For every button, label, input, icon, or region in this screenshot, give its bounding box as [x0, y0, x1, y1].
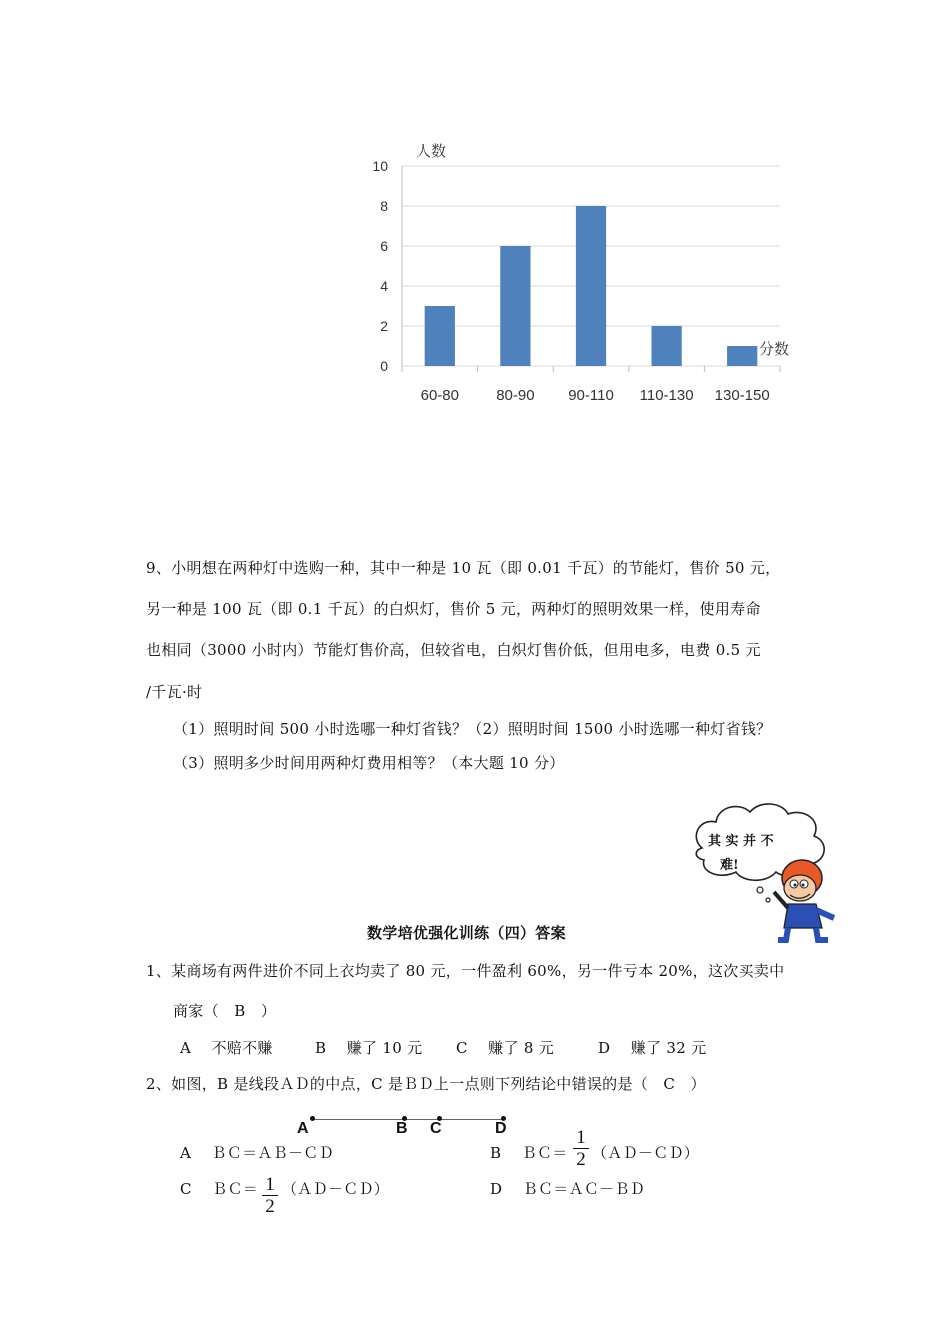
x-tick-labels: [421, 387, 770, 404]
a2-option-d: D ＢＣ＝ＡＣ－ＢＤ: [490, 1180, 646, 1198]
a2-option-a: A ＢＣ＝ＡＢ－ＣＤ: [180, 1144, 334, 1162]
bar-130-150: [727, 346, 757, 366]
y-tick-label: 6: [380, 238, 388, 254]
point-a-label: A: [297, 1120, 309, 1137]
point-d-label: D: [495, 1120, 507, 1137]
fraction-one-half-c: [262, 1175, 278, 1216]
a2-option-c-prefix: C ＢＣ＝: [180, 1180, 259, 1198]
y-tick-label: 4: [380, 278, 388, 294]
score-histogram: [360, 140, 790, 420]
a1-option-b: B 赚了 10 元: [315, 1039, 423, 1057]
bar-60-80: [425, 306, 455, 366]
bar-90-110: [576, 206, 606, 366]
a1-option-c: C 赚了 8 元: [456, 1039, 555, 1057]
cartoon-character-icon: [774, 860, 834, 940]
bubble-text-1: 其 实 并 不: [708, 834, 774, 849]
a2-option-b-suffix: （ＡＤ－ＣＤ）: [592, 1144, 700, 1162]
fraction-numerator: 1: [265, 1174, 275, 1195]
a1-option-d: D 赚了 32 元: [598, 1039, 707, 1057]
q9-sub-1: （1）照明时间 500 小时选哪一种灯省钱？（2）照明时间 1500 小时选哪一种灯省钱？: [173, 720, 772, 738]
a1-line-1: 1、某商场有两件进价不同上衣均卖了 80 元，一件盈利 60%，另一件亏本 20%，这次买卖中: [146, 962, 785, 980]
fraction-one-half-b: [573, 1128, 589, 1169]
y-tick-label: 0: [380, 358, 388, 374]
bar-110-130: [651, 326, 681, 366]
y-tick-label: 2: [380, 318, 388, 334]
point-c-label: C: [430, 1120, 442, 1137]
bubble-text-2: 难!: [720, 858, 739, 873]
q9-line-2: 另一种是 100 瓦（即 0.1 千瓦）的白炽灯，售价 5 元，两种灯的照明效果一样，使用寿命: [146, 600, 761, 618]
fraction-denominator: 2: [576, 1149, 586, 1170]
y-tick-label: 10: [372, 158, 388, 174]
x-tick-label: 80-90: [496, 387, 535, 404]
q9-line-4: /千瓦·时: [146, 683, 203, 701]
segment-line: [312, 1119, 504, 1120]
x-axis-label: 分数: [759, 341, 790, 358]
x-tick-label: 130-150: [714, 387, 770, 404]
x-tick-label: 110-130: [639, 387, 694, 404]
q9-line-3: 也相同（3000 小时内）节能灯售价高，但较省电，白炽灯售价低，但用电多，电费 0.5 元: [146, 641, 761, 659]
q9-sub-2: （3）照明多少时间用两种灯费用相等？（本大题 10 分）: [173, 754, 565, 772]
y-axis-label: 人数: [416, 143, 447, 160]
fraction-numerator: 1: [576, 1127, 586, 1148]
point-b-label: B: [396, 1120, 408, 1137]
y-tick-labels: [372, 158, 388, 374]
q9-line-1: 9、小明想在两种灯中选购一种，其中一种是 10 瓦（即 0.01 千瓦）的节能灯，售价 50 元，: [146, 559, 781, 577]
a2-option-c-suffix: （ＡＤ－ＣＤ）: [282, 1180, 390, 1198]
a2-option-b-prefix: B ＢＣ＝: [490, 1144, 568, 1162]
bar-80-90: [500, 246, 530, 366]
thinking-cloud-icon: [690, 800, 840, 945]
a1-option-a: A 不赔不赚: [180, 1039, 273, 1057]
answers-title: 数学培优强化训练（四）答案: [367, 924, 566, 942]
x-tick-label: 60-80: [420, 387, 459, 404]
y-tick-label: 8: [380, 198, 388, 214]
a1-line-2: 商家（ B ）: [173, 1002, 277, 1020]
a2-line: 2、如图，B 是线段ＡＤ的中点，C 是ＢＤ上一点则下列结论中错误的是（ C ）: [146, 1075, 706, 1093]
cartoon-mascot: [690, 800, 840, 945]
fraction-denominator: 2: [265, 1196, 275, 1217]
x-tick-label: 90-110: [568, 387, 614, 404]
point-a-dot: [310, 1116, 315, 1121]
